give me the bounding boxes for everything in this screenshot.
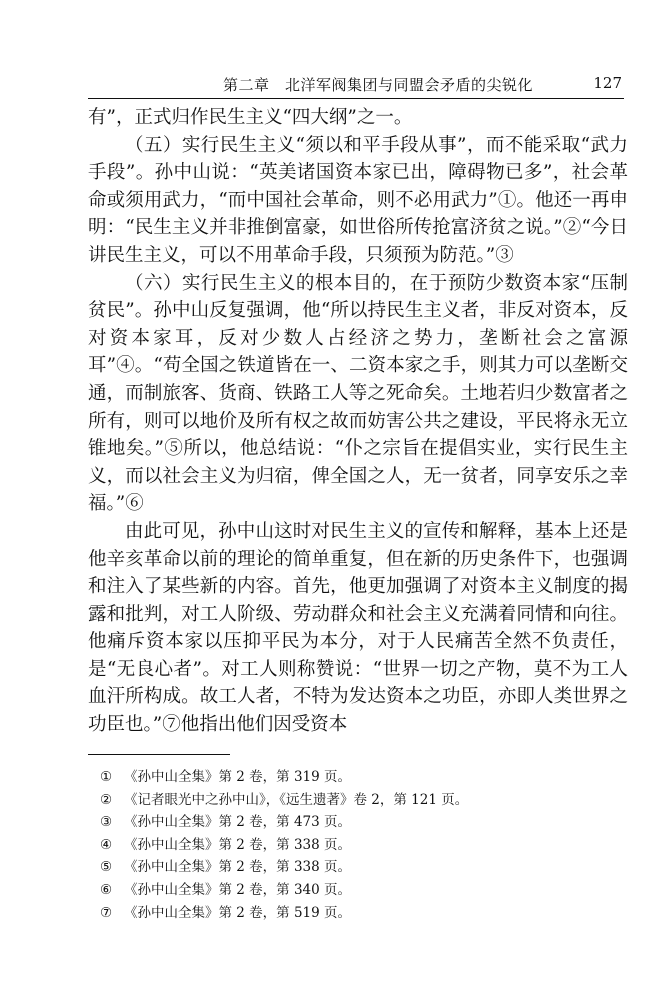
footnote-mark: ⑥ [100,881,113,898]
footnote [100,834,620,857]
footnote [100,902,620,925]
footnote [100,766,620,789]
paragraph: 有”，正式归作民生主义“四大纲”之一。 [88,107,413,128]
footnote [100,879,620,902]
running-header [88,72,624,99]
footnote-text: 《孙中山全集》第 2 卷，第 519 页。 [124,904,352,921]
footnote-text: 《孙中山全集》第 2 卷，第 473 页。 [124,814,352,831]
footnote-mark: ④ [100,836,113,853]
footnote [100,789,620,812]
footnote-text: 《孙中山全集》第 2 卷，第 338 页。 [124,836,352,853]
footnote-text: 《记者眼光中之孙中山》，《远生遗著》卷 2，第 121 页。 [124,791,469,808]
paragraph: （六）实行民生主义的根本目的，在于预防少数资本家“压制贫民”。孙中山反复强调，他“所以持民生主义者，非反对资本，反对资本家耳，反对少数人占经济之势力，垄断社会之富源耳”④。“苟全国之铁道皆在一、二资本家之手，则其力可以垄断交通，而制旅客、货商、铁路工人等之死命矣。土地若归少数富者之所有，则可以地价及所有权之故而妨害公共之建设，平民将永无立锥地矣。”⑤所以，他总结说：“仆之宗旨在提倡实业，实行民生主义，而以社会主义为归宿，俾全国之人，无一贫者，同享安乐之幸福。”⑥ [88,272,628,515]
footnote-mark: ② [100,791,113,808]
footnotes [100,766,620,924]
footnote-mark: ⑤ [100,859,113,876]
footnote-divider [88,754,230,755]
paragraph: （五）实行民生主义“须以和平手段从事”，而不能采取“武力手段”。孙中山说：“英美诸国资本家已出，障碍物已多”，社会革命或须用武力，“而中国社会革命，则不必用武力”①。他还一再申明：“民生主义并非推倒富豪，如世俗所传抢富济贫之说。”②“今日讲民生主义，可以不用革命手段，只须预为防范。”③ [88,134,628,266]
chapter-title: 第二章 北洋军阀集团与同盟会矛盾的尖锐化 [223,76,534,94]
footnote-text: 《孙中山全集》第 2 卷，第 319 页。 [124,769,352,785]
footnote-text: 《孙中山全集》第 2 卷，第 340 页。 [124,881,352,898]
footnote-mark: ① [100,769,113,785]
footnote-mark: ⑦ [100,904,113,921]
footnote-mark: ③ [100,814,113,831]
page-number: 127 [593,74,622,92]
footnote [100,811,620,834]
footnote [100,856,620,879]
body-text [88,104,628,739]
footnote-text: 《孙中山全集》第 2 卷，第 338 页。 [124,859,352,876]
paragraph: 由此可见，孙中山这时对民生主义的宣传和解释，基本上还是他辛亥革命以前的理论的简单重复，但在新的历史条件下，也强调和注入了某些新的内容。首先，他更加强调了对资本主义制度的揭露和批判，对工人阶级、劳动群众和社会主义充满着同情和向往。他痛斥资本家以压抑平民为本分，对于人民痛苦全然不负责任，是“无良心者”。对工人则称赞说：“世界一切之产物，莫不为工人血汗所构成。故工人者，不特为发达资本之功臣，亦即人类世界之功臣也。”⑦他指出他们因受资本 [88,520,628,736]
